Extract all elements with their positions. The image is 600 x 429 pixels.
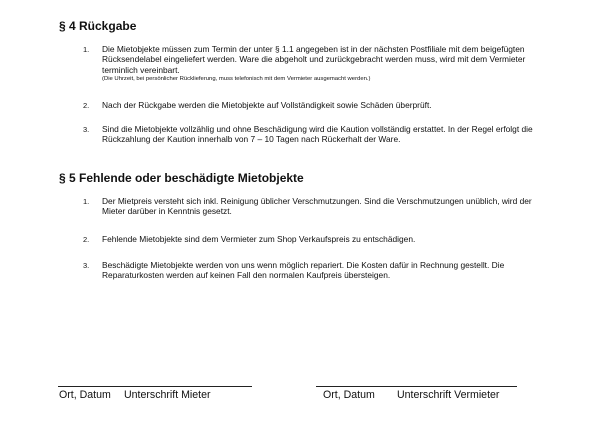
item-text: Der Mietpreis versteht sich inkl. Reinigung üblicher Verschmutzungen. Sind die Verschmutzungen unüblich, wird der Mieter darüber in Kenntnis gesetzt. — [102, 196, 532, 217]
section-5-heading: § 5 Fehlende oder beschädigte Mietobjekte — [59, 171, 304, 185]
item-text: Beschädigte Mietobjekte werden von uns wenn möglich repariert. Die Kosten dafür in Rechnung gestellt. Die Reparaturkosten werden auf keinen Fall den normalen Kaufpreis übersteigen. — [102, 260, 505, 281]
section-4-heading: § 4 Rückgabe — [59, 19, 137, 33]
landlord-signature-line — [316, 386, 517, 387]
tenant-place-date-label: Ort, Datum — [59, 389, 111, 401]
item-text: Sind die Mietobjekte vollzählig und ohne Beschädigung wird die Kaution vollständig erstattet. In der Regel erfolgt die Rückzahlung der Kaution innerhalb von 7 – 10 Tagen nach Rückerhalt der Ware. — [102, 124, 533, 145]
item-number: 3. — [83, 125, 90, 134]
item-number: 1. — [83, 45, 90, 54]
item-number: 2. — [83, 101, 90, 110]
item-text-block — [102, 44, 554, 83]
landlord-signature-label: Unterschrift Vermieter — [397, 389, 500, 401]
item-text: Nach der Rückgabe werden die Mietobjekte auf Vollständigkeit sowie Schäden überprüft. — [102, 100, 432, 110]
landlord-place-date-label: Ort, Datum — [323, 389, 375, 401]
item-text: Die Mietobjekte müssen zum Termin der unter § 1.1 angegeben ist in der nächsten Postfiliale mit dem beigefügten Rücksendelabel eingeliefert werden. Ware die abgeholt und zurückgebracht werden muss, wird mit dem Vermieter terminlich vereinbart. — [102, 44, 526, 75]
item-number: 2. — [83, 235, 90, 244]
item-note: (Die Uhrzeit, bei persönlicher Rücklieferung, muss telefonisch mit dem Vermieter ausgemacht werden.) — [102, 76, 371, 83]
item-number: 1. — [83, 197, 90, 206]
item-text: Fehlende Mietobjekte sind dem Vermieter zum Shop Verkaufspreis zu entschädigen. — [102, 234, 416, 244]
item-number: 3. — [83, 261, 90, 270]
tenant-signature-label: Unterschrift Mieter — [124, 389, 211, 401]
tenant-signature-line — [58, 386, 252, 387]
